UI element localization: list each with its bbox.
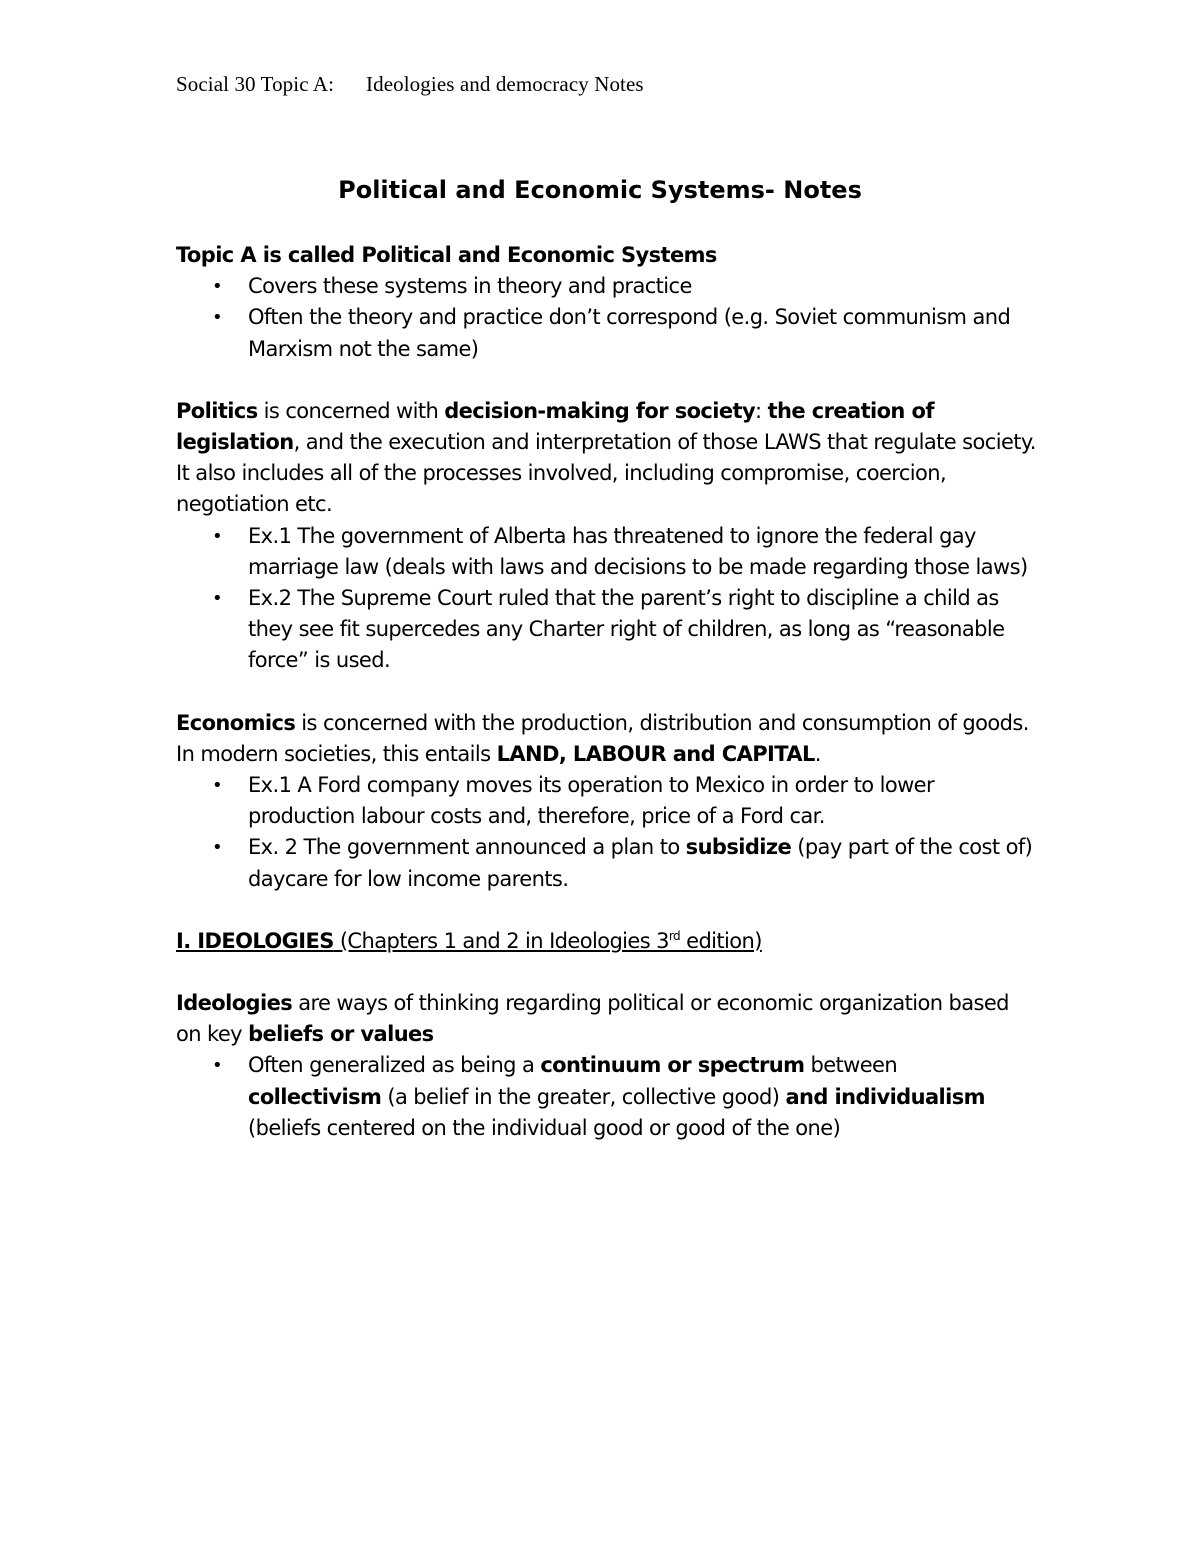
page-header xyxy=(176,72,644,97)
topic-heading: Topic A is called Political and Economic Systems xyxy=(176,243,717,267)
list-item: • Ex. 2 The government announced a plan to subsidize (pay part of the cost of) daycare for low income parents. xyxy=(176,832,1036,894)
list-item: • Ex.1 A Ford company moves its operation to Mexico in order to lower production labour costs and, therefore, price of a Ford car. xyxy=(176,770,1036,832)
economics-paragraph: Economics is concerned with the production, distribution and consumption of goods. xyxy=(176,710,1029,735)
ideologies-bullets xyxy=(176,1050,1036,1144)
economics-term: Economics xyxy=(176,710,296,735)
topic-bullets xyxy=(176,271,1036,365)
list-item: • Often generalized as being a continuum or spectrum between collectivism (a belief in the greater, collective good) and individualism (beliefs centered on the individual good or good of the one) xyxy=(176,1050,1036,1144)
politics-examples xyxy=(176,521,1036,677)
ideologies-paragraph: Ideologies are ways of thinking regarding political or economic organization based on key beliefs or values xyxy=(176,991,1009,1047)
list-item: • Ex.2 The Supreme Court ruled that the parent’s right to discipline a child as they see fit supercedes any Charter right of children, as long as “reasonable force” is used. xyxy=(176,583,1036,677)
economics-examples xyxy=(176,770,1036,895)
notes-body xyxy=(176,240,1036,1144)
modern-societies-line: In modern societies, this entails LAND, LABOUR and CAPITAL. xyxy=(176,741,821,766)
politics-paragraph: Politics is concerned with decision-making for society: the creation of legislation, and the execution and interpretation of those LAWS that regulate society. It also includes all of the processes involved, including compromise, coercion, negotiation etc. xyxy=(176,398,1036,517)
header-subject: Ideologies and democracy Notes xyxy=(366,72,644,96)
list-item: • Covers these systems in theory and practice xyxy=(176,271,1036,302)
page-title: Political and Economic Systems- Notes xyxy=(338,176,862,204)
section-heading-ideologies: I. IDEOLOGIES (Chapters 1 and 2 in Ideologies 3rd edition) xyxy=(176,928,762,953)
header-course: Social 30 Topic A: xyxy=(176,72,335,96)
ideologies-term: Ideologies xyxy=(176,991,293,1016)
list-item: • Often the theory and practice don’t correspond (e.g. Soviet communism and Marxism not the same) xyxy=(176,302,1036,364)
politics-term: Politics xyxy=(176,398,258,423)
list-item: • Ex.1 The government of Alberta has threatened to ignore the federal gay marriage law (deals with laws and decisions to be made regarding those laws) xyxy=(176,521,1036,583)
